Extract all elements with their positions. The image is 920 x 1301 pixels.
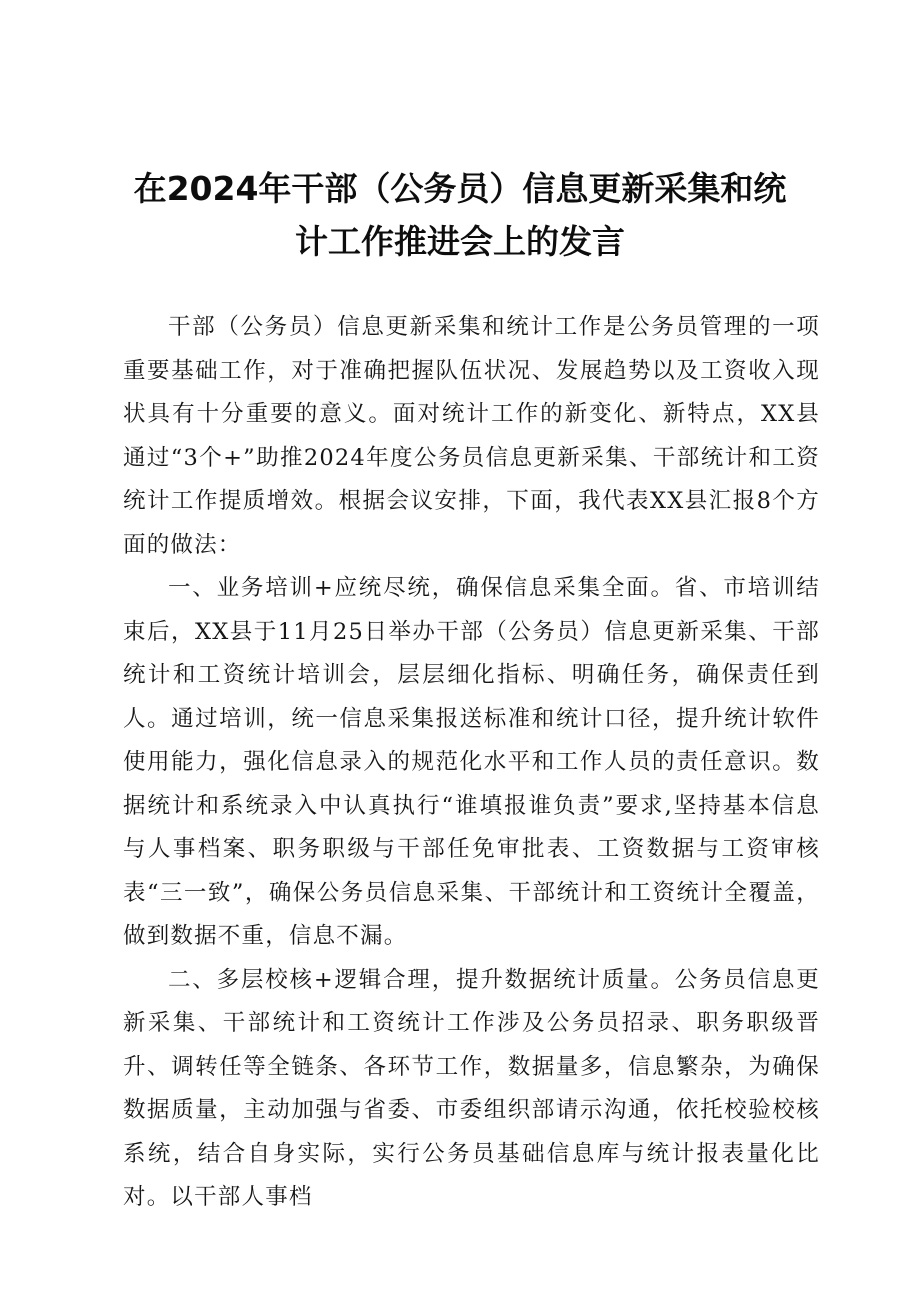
document-title — [0, 162, 920, 268]
paragraph-section-2: 二、多层校核+逻辑合理，提升数据统计质量。公务员信息更新采集、干部统计和工资统计工作涉及公务员招录、职务职级晋升、调转任等全链条、各环节工作，数据量多，信息繁杂，为确保数据质量，主动加强与省委、市委组织部请示沟通，依托校验校核系统，结合自身实际，实行公务员基础信息库与统计报表量化比对。以干部人事档 — [123, 966, 820, 1210]
title-line-1: 在2024年干部（公务员）信息更新采集和统 — [133, 169, 787, 208]
title-line-2: 计工作推进会上的发言 — [295, 222, 625, 261]
paragraph-intro: 干部（公务员）信息更新采集和统计工作是公务员管理的一项重要基础工作，对于准确把握队伍状况、发展趋势以及工资收入现状具有十分重要的意义。面对统计工作的新变化、新特点，XX县通过“3个+”助推2024年度公务员信息更新采集、干部统计和工资统计工作提质增效。根据会议安排，下面，我代表XX县汇报8个方面的做法： — [123, 314, 820, 558]
paragraph-section-1: 一、业务培训+应统尽统，确保信息采集全面。省、市培训结束后，XX县于11月25日举办干部（公务员）信息更新采集、干部统计和工资统计培训会，层层细化指标、明确任务，确保责任到人。通过培训，统一信息采集报送标准和统计口径，提升统计软件使用能力，强化信息录入的规范化水平和工作人员的责任意识。数据统计和系统录入中认真执行“谁填报谁负责”要求,坚持基本信息与人事档案、职务职级与干部任免审批表、工资数据与工资审核表“三一致”，确保公务员信息采集、干部统计和工资统计全覆盖，做到数据不重，信息不漏。 — [123, 575, 820, 949]
document-body — [123, 306, 820, 1220]
